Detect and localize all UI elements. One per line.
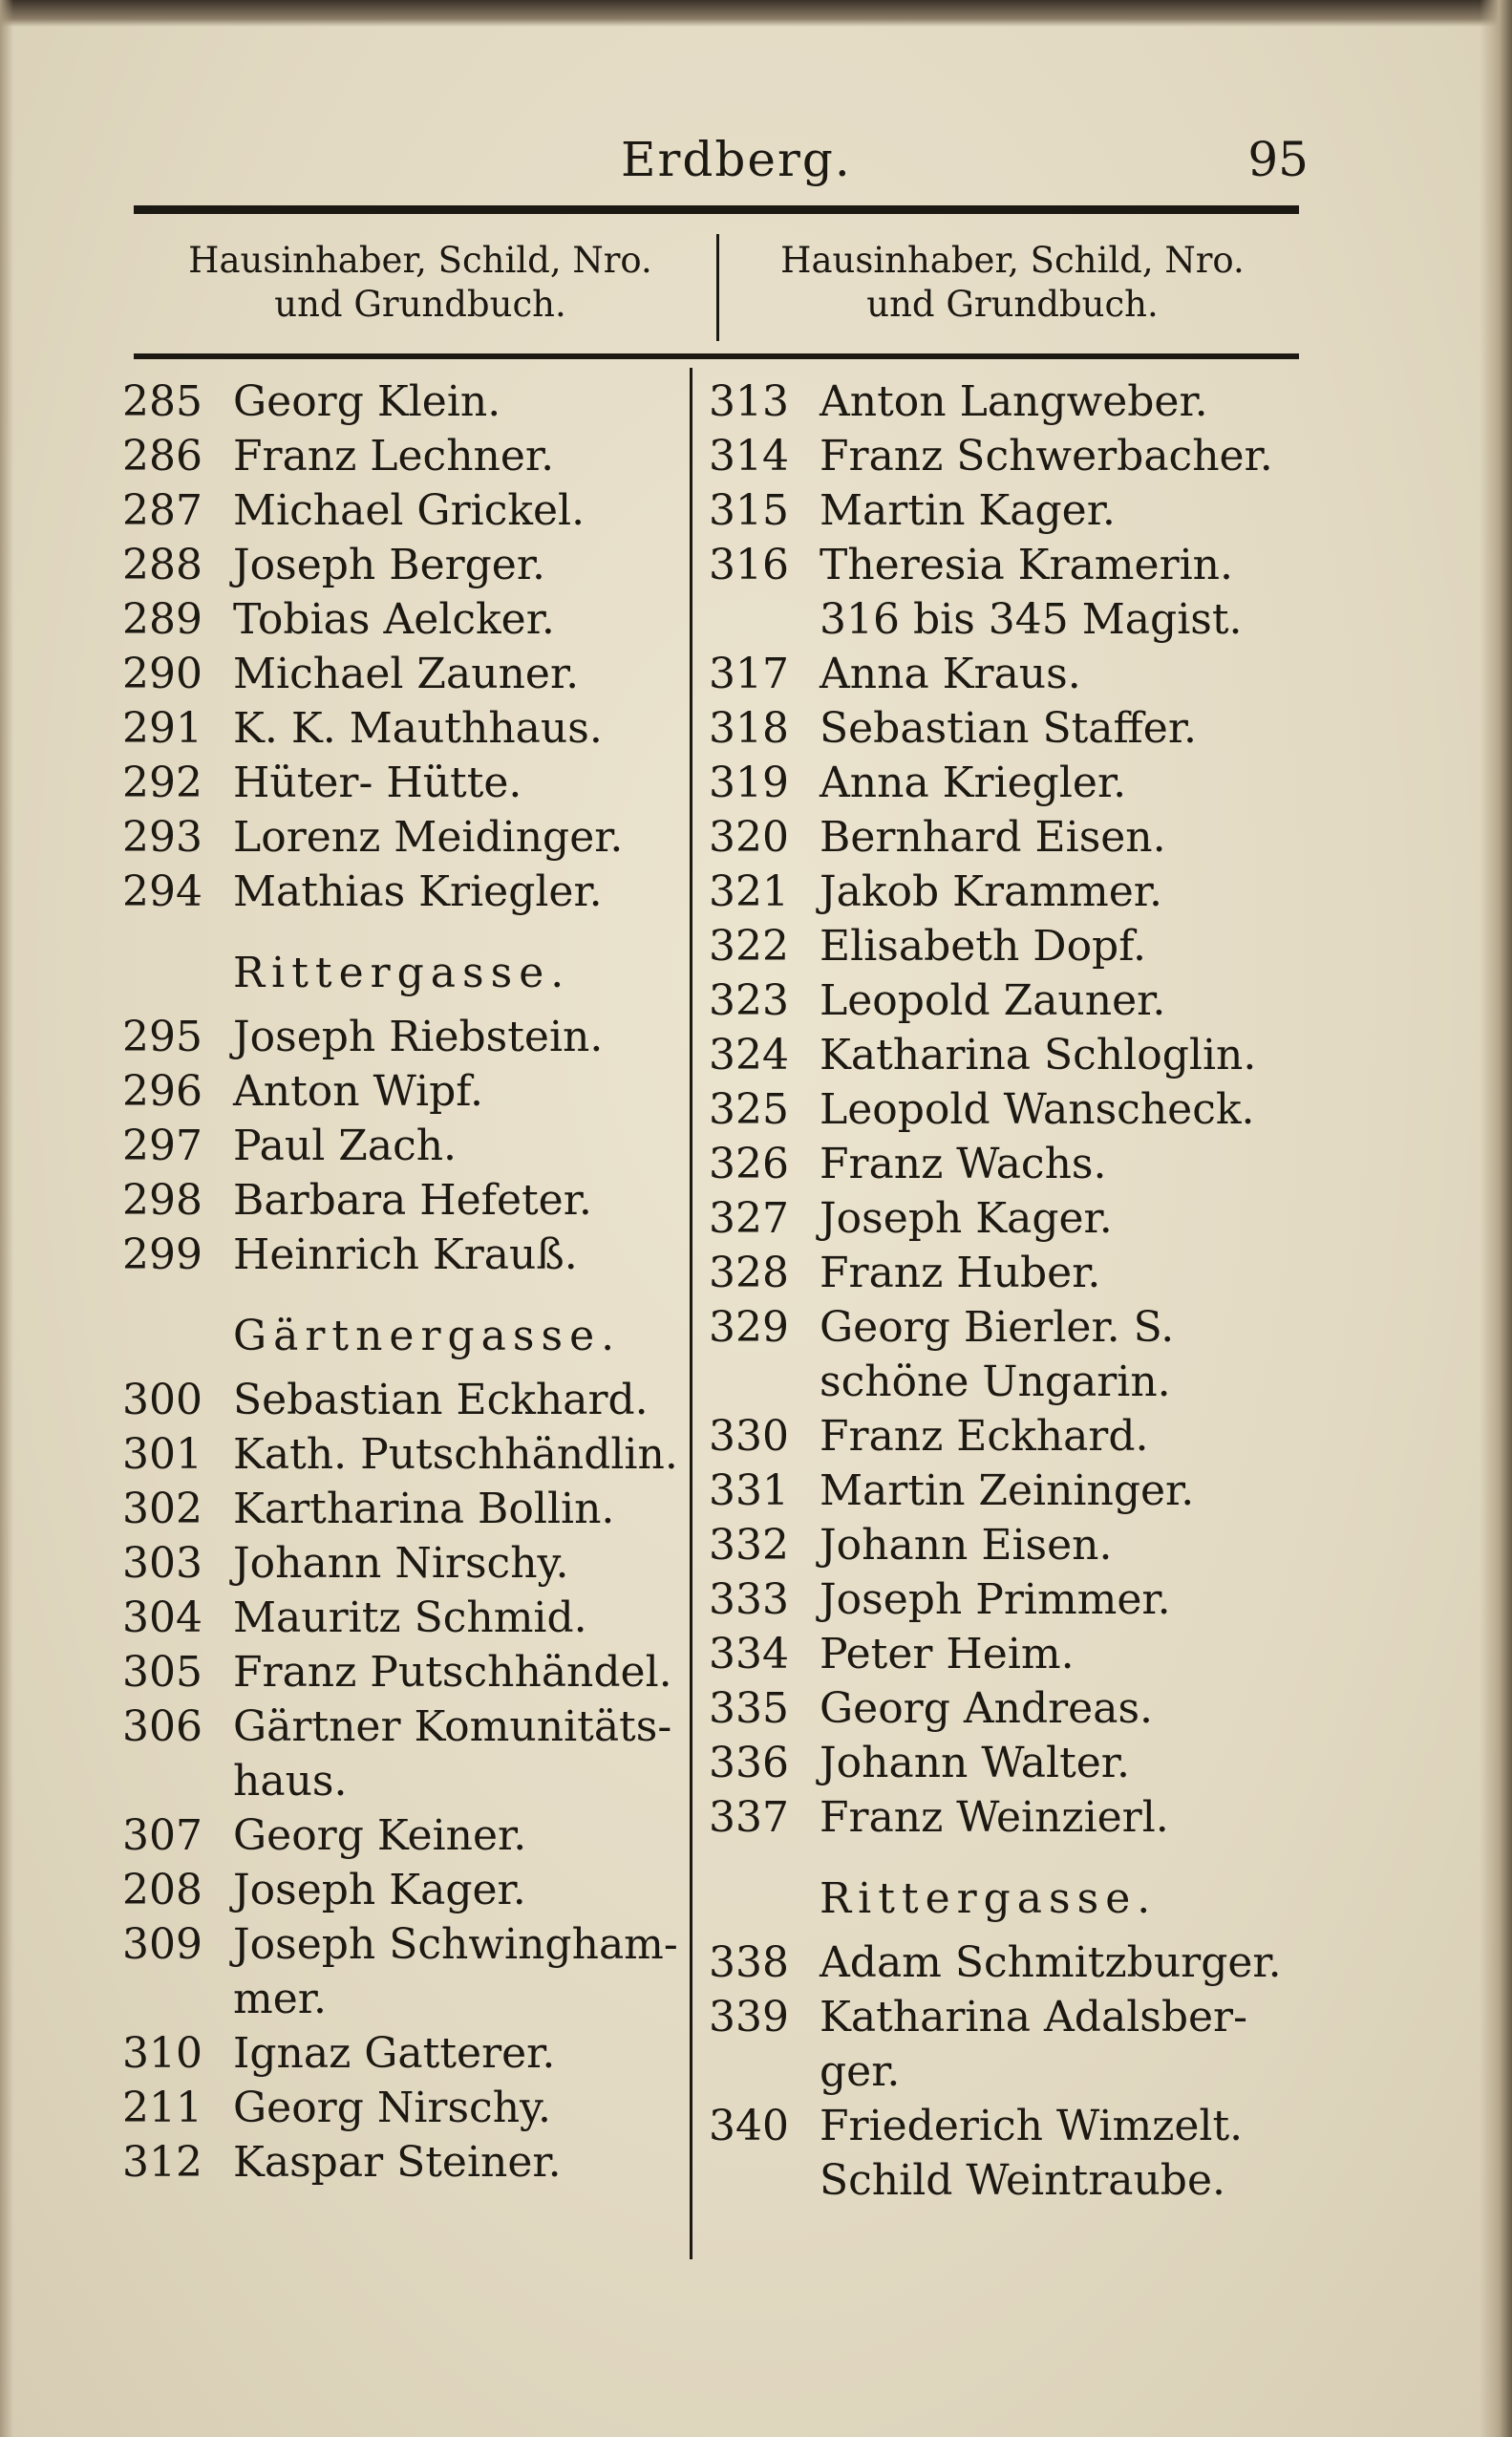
list-item bbox=[709, 1137, 1301, 1191]
list-item bbox=[122, 1808, 695, 1863]
list-item bbox=[709, 973, 1301, 1028]
entry-name: Sebastian Staffer. bbox=[820, 704, 1198, 753]
list-item bbox=[709, 2099, 1301, 2153]
entry-name: Anna Kraus. bbox=[820, 650, 1081, 698]
entry-name: Georg Nirschy. bbox=[233, 2084, 552, 2132]
entry-name: Heinrich Krauß. bbox=[233, 1230, 578, 1279]
list-item bbox=[122, 1010, 695, 1064]
list-item bbox=[709, 1300, 1301, 1355]
list-item bbox=[709, 1990, 1301, 2044]
entry-number: 333 bbox=[709, 1575, 789, 1624]
entry-number: 291 bbox=[122, 704, 202, 753]
list-item bbox=[122, 647, 695, 701]
entry-name: K. K. Mauthhaus. bbox=[233, 704, 603, 753]
list-item bbox=[122, 1699, 695, 1754]
entry-name: Elisabeth Dopf. bbox=[820, 922, 1146, 971]
entry-number: 326 bbox=[709, 1140, 789, 1188]
entry-name: Franz Eckhard. bbox=[820, 1412, 1149, 1461]
entry-number: 305 bbox=[122, 1648, 202, 1697]
entry-number: 316 bbox=[709, 541, 789, 589]
entry-name: Georg Andreas. bbox=[820, 1684, 1154, 1733]
entry-name: Jakob Krammer. bbox=[820, 867, 1162, 916]
entry-name: Leopold Wanscheck. bbox=[820, 1085, 1255, 1134]
entry-number: 322 bbox=[709, 922, 789, 971]
list-item bbox=[709, 1681, 1301, 1736]
entry-name: Michael Zauner. bbox=[233, 650, 580, 698]
entry-number: 287 bbox=[122, 486, 202, 535]
entry-name: Bernhard Eisen. bbox=[820, 813, 1166, 862]
entry-name: Gärtner Komunitäts- bbox=[233, 1702, 672, 1751]
list-item bbox=[122, 756, 695, 810]
list-item bbox=[709, 810, 1301, 865]
entry-name: Tobias Aelcker. bbox=[233, 595, 555, 644]
list-item bbox=[709, 1790, 1301, 1845]
entry-number: 324 bbox=[709, 1031, 789, 1080]
list-item-continuation: schöne Ungarin. bbox=[820, 1357, 1171, 1406]
entry-number: 301 bbox=[122, 1430, 202, 1479]
list-item bbox=[709, 1935, 1301, 1990]
list-item bbox=[122, 1228, 695, 1282]
section-title-rittergasse: Rittergasse. bbox=[233, 949, 571, 997]
entry-name: Anton Langweber. bbox=[820, 377, 1208, 426]
entry-number: 298 bbox=[122, 1176, 202, 1225]
entry-number: 310 bbox=[122, 2029, 202, 2078]
page-gutter-shadow bbox=[0, 0, 13, 2437]
entry-name: Mathias Kriegler. bbox=[233, 867, 603, 916]
entry-name: Friederich Wimzelt. bbox=[820, 2102, 1244, 2150]
section-title-gaertnergasse: Gärtnergasse. bbox=[233, 1312, 622, 1360]
entry-number: 315 bbox=[709, 486, 789, 535]
entry-number: 321 bbox=[709, 867, 789, 916]
entry-name: Joseph Kager. bbox=[233, 1866, 526, 1914]
list-item bbox=[709, 374, 1301, 429]
column-header-rule bbox=[134, 353, 1299, 359]
entry-number: 332 bbox=[709, 1521, 789, 1570]
page-edge-shadow-right bbox=[1480, 0, 1512, 2437]
list-item bbox=[122, 374, 695, 429]
list-item bbox=[709, 1736, 1301, 1790]
left-column bbox=[122, 374, 695, 2190]
entry-name: Hüter- Hütte. bbox=[233, 759, 522, 807]
list-item bbox=[122, 483, 695, 538]
entry-number: 299 bbox=[122, 1230, 202, 1279]
entry-number: 304 bbox=[122, 1593, 202, 1642]
header-rule bbox=[134, 205, 1299, 214]
entry-name: Peter Heim. bbox=[820, 1630, 1075, 1678]
list-item bbox=[122, 810, 695, 865]
entry-name: Kaspar Steiner. bbox=[233, 2138, 562, 2187]
right-column bbox=[709, 374, 1301, 2208]
entry-number: 319 bbox=[709, 759, 789, 807]
list-item bbox=[709, 756, 1301, 810]
entry-number: 300 bbox=[122, 1376, 202, 1424]
entry-number: 334 bbox=[709, 1630, 789, 1678]
entry-name: Leopold Zauner. bbox=[820, 976, 1166, 1025]
entry-name: Franz Putschhändel. bbox=[233, 1648, 672, 1697]
entry-name: Ignaz Gatterer. bbox=[233, 2029, 556, 2078]
entry-number: 290 bbox=[122, 650, 202, 698]
entry-name: Michael Grickel. bbox=[233, 486, 586, 535]
entry-number: 339 bbox=[709, 1993, 789, 2042]
column-header-line: Hausinhaber, Schild, Nro. bbox=[780, 240, 1245, 281]
list-item bbox=[122, 1645, 695, 1699]
entry-name: Johann Eisen. bbox=[820, 1521, 1113, 1570]
entry-name: Franz Wachs. bbox=[820, 1140, 1107, 1188]
entry-number: 336 bbox=[709, 1739, 789, 1787]
list-item bbox=[122, 865, 695, 919]
list-item bbox=[122, 1917, 695, 1972]
entry-number: 307 bbox=[122, 1811, 202, 1860]
list-item-continuation: 316 bis 345 Magist. bbox=[820, 595, 1243, 644]
entry-name: Joseph Berger. bbox=[233, 541, 546, 589]
entry-name: Franz Schwerbacher. bbox=[820, 432, 1273, 481]
entry-number: 302 bbox=[122, 1485, 202, 1533]
entry-number: 289 bbox=[122, 595, 202, 644]
entry-number: 314 bbox=[709, 432, 789, 481]
entry-number: 294 bbox=[122, 867, 202, 916]
entry-name: Johann Nirschy. bbox=[233, 1539, 569, 1588]
entry-name: Katharina Adalsber- bbox=[820, 1993, 1247, 2042]
entry-name: Kartharina Bollin. bbox=[233, 1485, 615, 1533]
list-item bbox=[709, 1028, 1301, 1082]
entry-number: 327 bbox=[709, 1194, 789, 1243]
entry-name: Johann Walter. bbox=[820, 1739, 1130, 1787]
list-item bbox=[709, 1082, 1301, 1137]
list-item bbox=[122, 1427, 695, 1482]
list-item bbox=[709, 1191, 1301, 1246]
list-item bbox=[122, 1591, 695, 1645]
column-header-right bbox=[726, 239, 1299, 327]
entry-number: 313 bbox=[709, 377, 789, 426]
column-header-line: Hausinhaber, Schild, Nro. bbox=[188, 240, 652, 281]
entry-number: 337 bbox=[709, 1793, 789, 1842]
list-item bbox=[122, 1064, 695, 1119]
list-item bbox=[122, 538, 695, 592]
entry-number: 317 bbox=[709, 650, 789, 698]
list-item bbox=[122, 701, 695, 756]
list-item bbox=[709, 865, 1301, 919]
list-item bbox=[709, 538, 1301, 592]
entry-number: 340 bbox=[709, 2102, 789, 2150]
list-item-continuation: ger. bbox=[820, 2047, 901, 2096]
entry-name: Joseph Primmer. bbox=[820, 1575, 1171, 1624]
entry-name: Kath. Putschhändlin. bbox=[233, 1430, 678, 1479]
list-item bbox=[709, 483, 1301, 538]
list-item bbox=[709, 647, 1301, 701]
entry-number: 328 bbox=[709, 1249, 789, 1297]
entry-name: Joseph Schwingham- bbox=[233, 1920, 678, 1969]
entry-number: 286 bbox=[122, 432, 202, 481]
entry-number: 292 bbox=[122, 759, 202, 807]
entry-name: Adam Schmitzburger. bbox=[820, 1938, 1282, 1987]
entry-number: 208 bbox=[122, 1866, 202, 1914]
list-item bbox=[709, 919, 1301, 973]
entry-number: 309 bbox=[122, 1920, 202, 1969]
entry-number: 335 bbox=[709, 1684, 789, 1733]
list-item bbox=[709, 1409, 1301, 1464]
entry-name: Martin Kager. bbox=[820, 486, 1116, 535]
entry-number: 338 bbox=[709, 1938, 789, 1987]
list-item bbox=[122, 2026, 695, 2081]
entry-number: 312 bbox=[122, 2138, 202, 2187]
entry-number: 211 bbox=[122, 2084, 202, 2132]
entry-number: 295 bbox=[122, 1013, 202, 1061]
list-item bbox=[122, 2081, 695, 2135]
list-item bbox=[122, 2135, 695, 2190]
list-item bbox=[709, 1246, 1301, 1300]
list-item bbox=[122, 1173, 695, 1228]
entry-number: 318 bbox=[709, 704, 789, 753]
entry-number: 331 bbox=[709, 1466, 789, 1515]
list-item bbox=[709, 1464, 1301, 1518]
list-item-continuation: haus. bbox=[233, 1757, 348, 1806]
entry-number: 303 bbox=[122, 1539, 202, 1588]
entry-number: 296 bbox=[122, 1067, 202, 1116]
entry-name: Paul Zach. bbox=[233, 1122, 458, 1170]
entry-number: 330 bbox=[709, 1412, 789, 1461]
entry-number: 323 bbox=[709, 976, 789, 1025]
list-item bbox=[709, 701, 1301, 756]
column-header-left bbox=[134, 239, 707, 327]
entry-number: 320 bbox=[709, 813, 789, 862]
list-item bbox=[122, 1373, 695, 1427]
list-item-continuation: Schild Weintraube. bbox=[820, 2156, 1225, 2205]
entry-name: Mauritz Schmid. bbox=[233, 1593, 587, 1642]
entry-number: 285 bbox=[122, 377, 202, 426]
entry-name: Lorenz Meidinger. bbox=[233, 813, 624, 862]
list-item bbox=[709, 1518, 1301, 1572]
entry-name: Georg Bierler. S. bbox=[820, 1303, 1175, 1352]
entry-number: 288 bbox=[122, 541, 202, 589]
list-item bbox=[122, 1536, 695, 1591]
entry-name: Franz Lechner. bbox=[233, 432, 555, 481]
entry-number: 293 bbox=[122, 813, 202, 862]
entry-name: Katharina Schloglin. bbox=[820, 1031, 1257, 1080]
list-item bbox=[122, 1119, 695, 1173]
entry-name: Barbara Hefeter. bbox=[233, 1176, 592, 1225]
list-item bbox=[709, 1572, 1301, 1627]
entry-name: Theresia Kramerin. bbox=[820, 541, 1233, 589]
page-edge-shadow bbox=[0, 0, 1512, 27]
entry-number: 306 bbox=[122, 1702, 202, 1751]
entry-number: 325 bbox=[709, 1085, 789, 1134]
entry-name: Joseph Kager. bbox=[820, 1194, 1113, 1243]
header-divider bbox=[716, 234, 719, 341]
section-title-rittergasse: Rittergasse. bbox=[820, 1874, 1158, 1923]
entry-name: Franz Weinzierl. bbox=[820, 1793, 1169, 1842]
entry-name: Anton Wipf. bbox=[233, 1067, 484, 1116]
list-item bbox=[709, 1627, 1301, 1681]
page-number: 95 bbox=[1247, 132, 1309, 187]
list-item bbox=[122, 1863, 695, 1917]
list-item bbox=[709, 429, 1301, 483]
column-header-line: und Grundbuch. bbox=[866, 284, 1159, 325]
entry-name: Anna Kriegler. bbox=[820, 759, 1127, 807]
list-item-continuation: mer. bbox=[233, 1975, 327, 2023]
entry-name: Georg Klein. bbox=[233, 377, 501, 426]
entry-name: Joseph Riebstein. bbox=[233, 1013, 604, 1061]
entry-number: 297 bbox=[122, 1122, 202, 1170]
list-item bbox=[122, 1482, 695, 1536]
entry-name: Sebastian Eckhard. bbox=[233, 1376, 649, 1424]
entry-name: Franz Huber. bbox=[820, 1249, 1101, 1297]
entry-name: Georg Keiner. bbox=[233, 1811, 527, 1860]
column-header-line: und Grundbuch. bbox=[274, 284, 566, 325]
list-item bbox=[122, 592, 695, 647]
list-item bbox=[122, 429, 695, 483]
entry-name: Martin Zeininger. bbox=[820, 1466, 1195, 1515]
entry-number: 329 bbox=[709, 1303, 789, 1352]
running-title: Erdberg. bbox=[621, 132, 852, 187]
